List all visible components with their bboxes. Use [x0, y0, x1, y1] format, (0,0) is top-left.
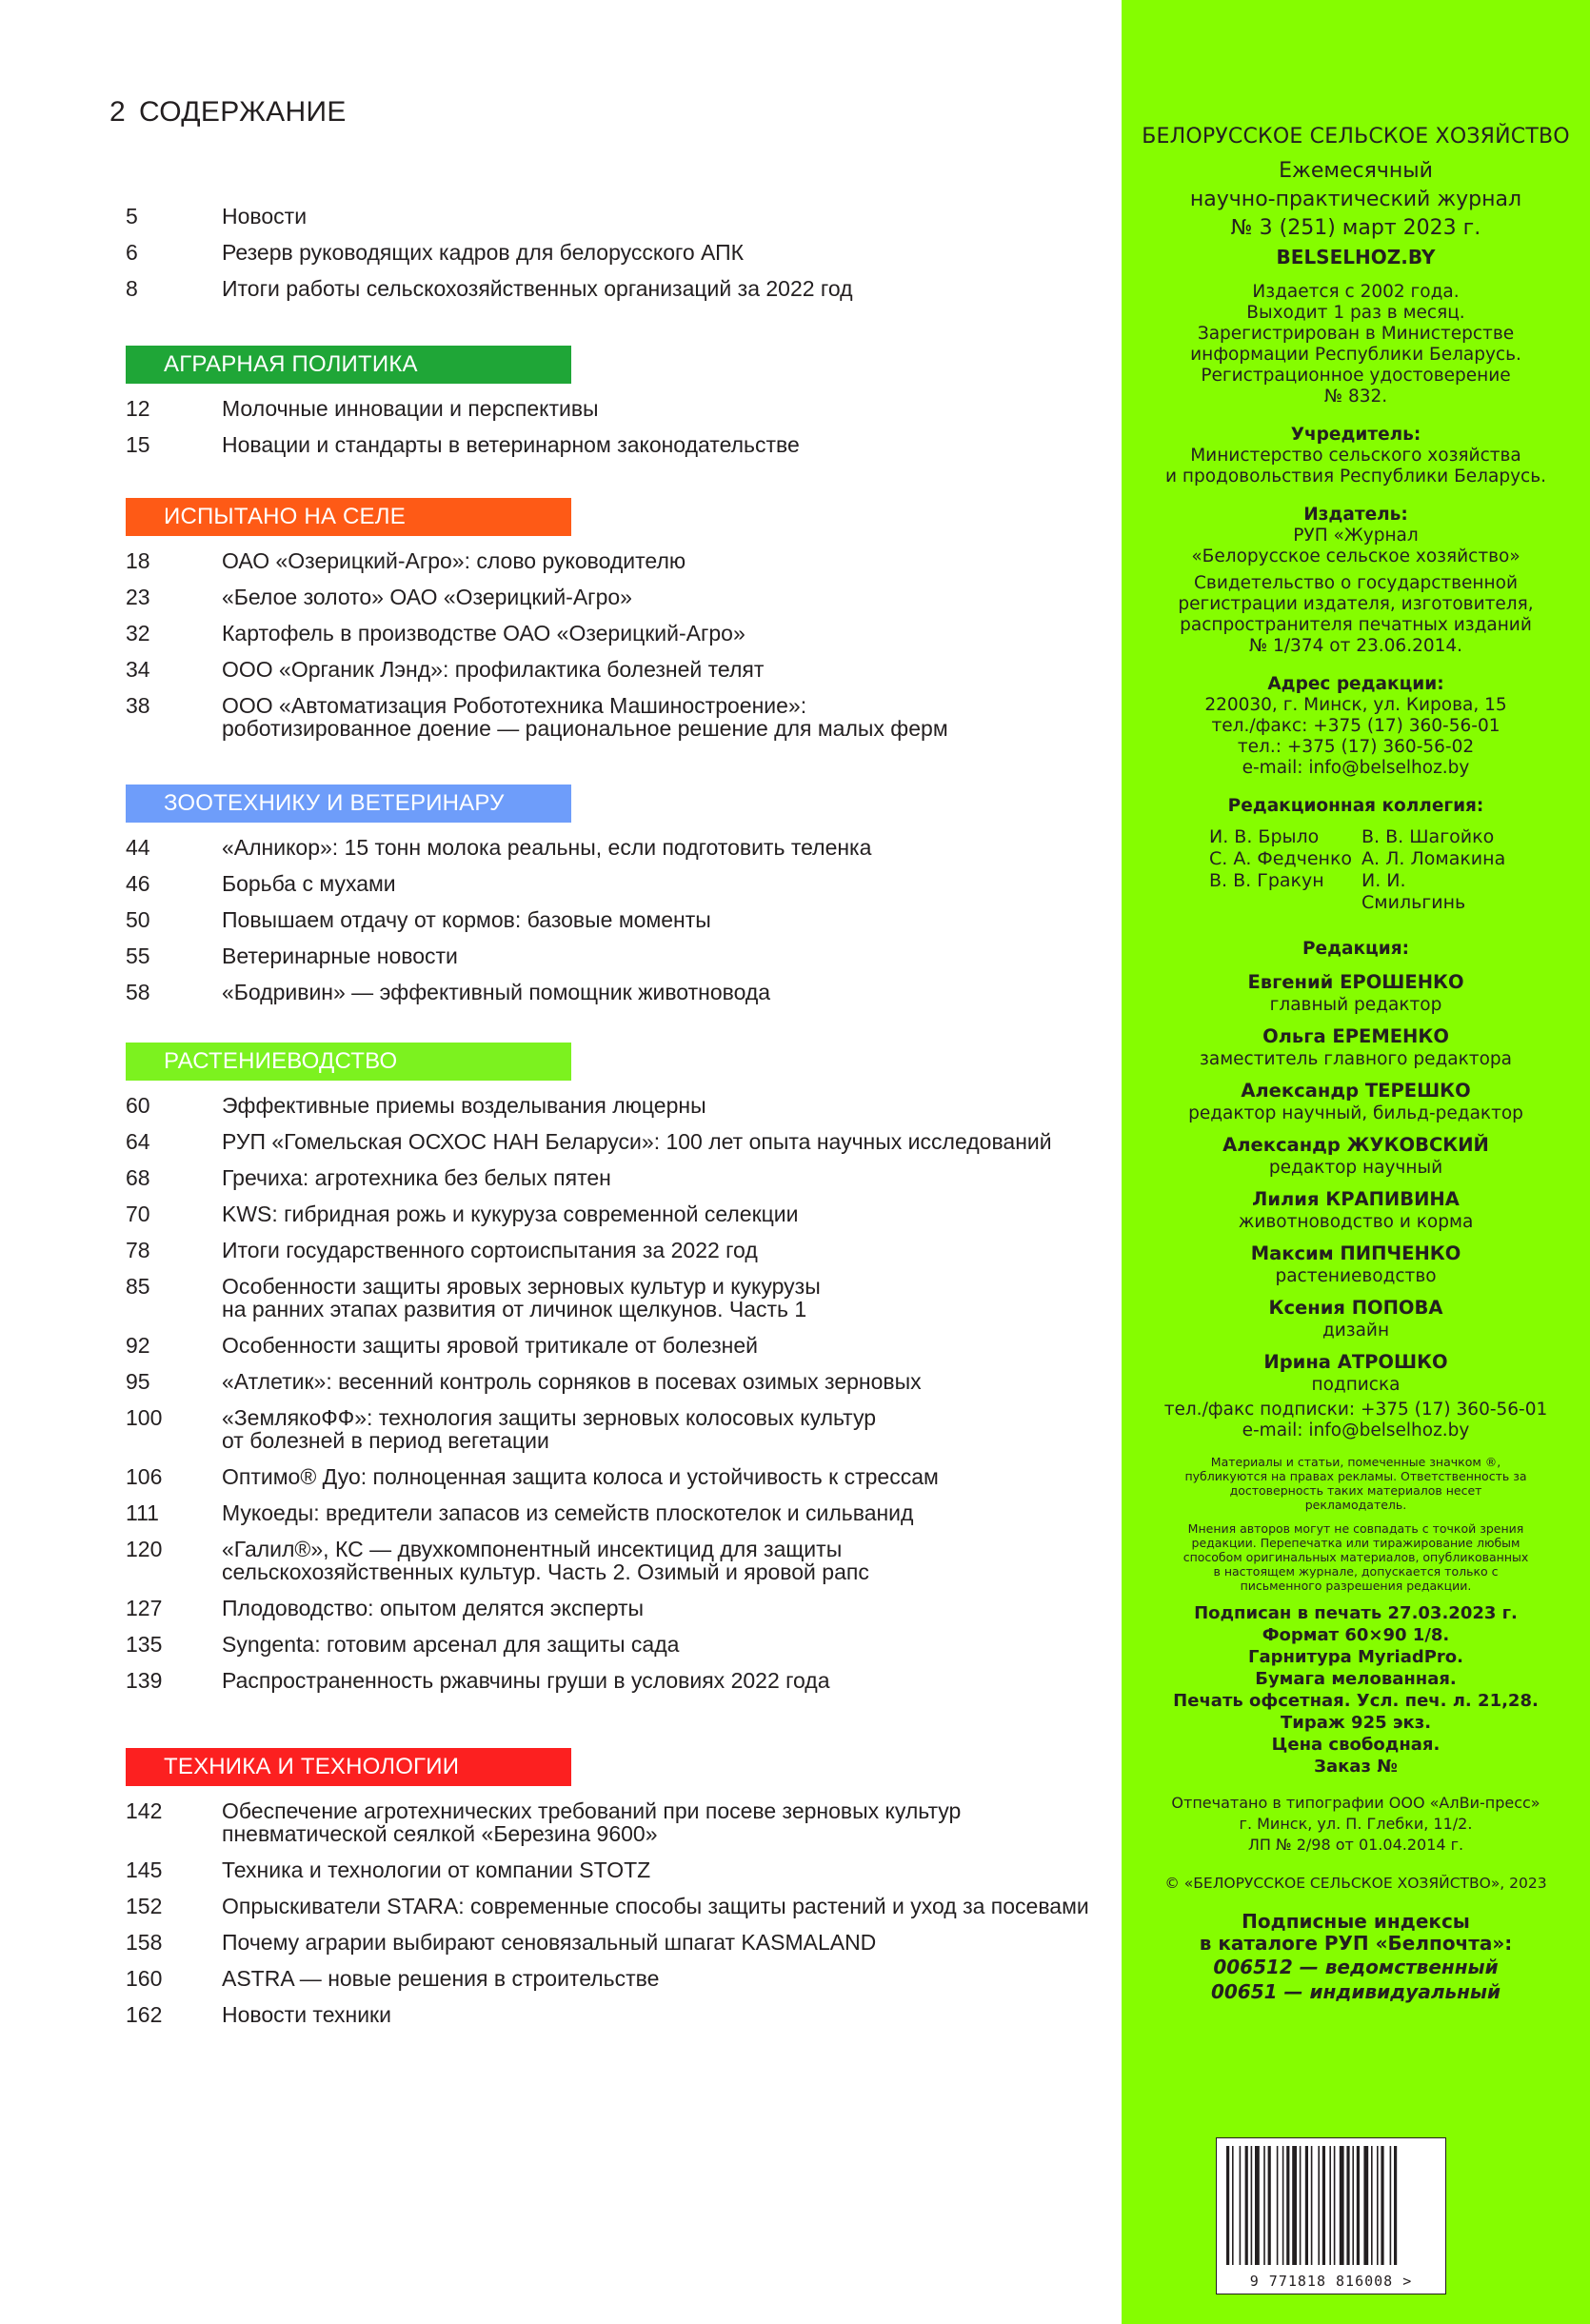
- toc-entry-title-line: «Галил®», КС — двухкомпонентный инсектицид для защиты: [222, 1537, 843, 1561]
- print-info-line: Заказ №: [1314, 1757, 1398, 1777]
- toc-entry-title: [222, 397, 1106, 420]
- toc-page-number: 32: [126, 621, 150, 646]
- certificate-line: Свидетельство о государственной: [1194, 573, 1518, 593]
- journal-subtitle-2: научно-практический журнал: [1189, 188, 1522, 211]
- toc-entry[interactable]: [126, 981, 1106, 1003]
- toc-section-machinery: [126, 1748, 1106, 2039]
- toc-entry[interactable]: [126, 622, 1106, 645]
- section-header-bar: АГРАРНАЯ ПОЛИТИКА: [126, 346, 571, 384]
- toc-entry[interactable]: [126, 1275, 1106, 1321]
- toc-page-number: 127: [126, 1596, 163, 1620]
- opinion-note: Мнения авторов могут не совпадать с точкой зрения редакции. Перепечатка или тиражирование любым способом оригинальных материалов, опубликованных в настоящем журнале, допускается только с письменного разрешения редакции.: [1183, 1521, 1529, 1593]
- about-line: информации Республики Беларусь.: [1190, 345, 1521, 365]
- printed-by: [1122, 1793, 1590, 1856]
- toc-section-zootechnics: [126, 785, 1106, 1017]
- toc-entry-title-line: Итоги государственного сортоиспытания за 2022 год: [222, 1238, 758, 1262]
- toc-entry[interactable]: [126, 944, 1106, 967]
- editorial-staff: [1122, 969, 1590, 1396]
- toc-page-number: 139: [126, 1668, 163, 1693]
- about-line: Зарегистрирован в Министерстве: [1197, 324, 1515, 344]
- toc-entry-title: [222, 277, 1106, 300]
- editorial-board: [1122, 826, 1590, 914]
- toc-entry-title: [222, 944, 1106, 967]
- toc-entry-title: [222, 622, 1106, 645]
- index-heading-line: в каталоге РУП «Белпочта»:: [1199, 1932, 1513, 1955]
- toc-entry-title-line: Новости техники: [222, 2002, 391, 2027]
- founder-block: [1122, 446, 1590, 487]
- toc-entry-title: [222, 836, 1106, 859]
- toc-page-number: 158: [126, 1930, 163, 1955]
- toc-page-number: 34: [126, 657, 150, 682]
- toc-entry[interactable]: [126, 1406, 1106, 1452]
- staff-role: дизайн: [1322, 1321, 1390, 1341]
- print-info-line: Бумага мелованная.: [1255, 1669, 1457, 1689]
- toc-entry[interactable]: [126, 277, 1106, 300]
- subscription-line: e-mail: info@belselhoz.by: [1242, 1420, 1470, 1440]
- toc-entry-title: [222, 1669, 1106, 1692]
- staff-name: Евгений ЕРОШЕНКО: [1247, 971, 1464, 993]
- toc-page-number: 70: [126, 1202, 150, 1226]
- toc-entry-title: [222, 433, 1106, 456]
- toc-page-number: 44: [126, 835, 150, 860]
- toc-entry[interactable]: [126, 1130, 1106, 1153]
- toc-entry[interactable]: [126, 908, 1106, 931]
- toc-entry-title: [222, 1858, 1106, 1881]
- page-title: СОДЕРЖАНИЕ: [139, 96, 347, 128]
- staff-name: Александр ТЕРЕШКО: [1241, 1080, 1471, 1102]
- toc-entry[interactable]: [126, 1538, 1106, 1583]
- toc-entry-title: [222, 658, 1106, 681]
- toc-page-number: 38: [126, 693, 150, 718]
- website-link[interactable]: BELSELHOZ.BY: [1276, 246, 1436, 268]
- certificate-line: № 1/374 от 23.06.2014.: [1248, 636, 1463, 656]
- toc-entry[interactable]: [126, 241, 1106, 264]
- toc-entry[interactable]: [126, 549, 1106, 572]
- about-line: Регистрационное удостоверение: [1201, 366, 1511, 386]
- toc-page-number: 142: [126, 1798, 163, 1823]
- toc-entry-title: [222, 1465, 1106, 1488]
- toc-page-number: 5: [126, 204, 138, 228]
- publisher-block: [1122, 526, 1590, 567]
- print-info-line: Формат 60×90 1/8.: [1262, 1625, 1450, 1645]
- toc-entry-title: [222, 586, 1106, 608]
- toc-page-number: 18: [126, 548, 150, 573]
- toc-page-number: 100: [126, 1405, 163, 1430]
- staff-name: Александр ЖУКОВСКИЙ: [1222, 1134, 1489, 1156]
- about-line: Выходит 1 раз в месяц.: [1246, 303, 1465, 323]
- toc-page-number: 15: [126, 432, 150, 457]
- toc-entry-title: [222, 1202, 1106, 1225]
- toc-entry-title: [222, 1633, 1106, 1656]
- toc-entry-title-line: KWS: гибридная рожь и кукуруза современной селекции: [222, 1202, 799, 1226]
- toc-entry[interactable]: [126, 2003, 1106, 2026]
- founder-heading: Учредитель:: [1290, 425, 1421, 445]
- printed-by-line: ЛП № 2/98 от 01.04.2014 г.: [1247, 1836, 1464, 1854]
- journal-title: БЕЛОРУССКОЕ СЕЛЬСКОЕ ХОЗЯЙСТВО: [1142, 125, 1570, 149]
- index-line: 00651 — индивидуальный: [1210, 1980, 1501, 2003]
- toc-page-number: 92: [126, 1333, 150, 1358]
- toc-page-number: 50: [126, 907, 150, 932]
- imprint-sidebar: [1122, 0, 1590, 2324]
- toc-entry-title-line: Особенности защиты яровых зерновых культур и кукурузы: [222, 1274, 821, 1299]
- toc-entry-title-line: Новости: [222, 204, 308, 228]
- toc-entry-title-line: Обеспечение агротехнических требований при посеве зерновых культур: [222, 1798, 962, 1823]
- barcode-image: [1216, 2137, 1446, 2294]
- publisher-line: РУП «Журнал: [1293, 526, 1419, 546]
- print-info-line: Печать офсетная. Усл. печ. л. 21,28.: [1173, 1691, 1539, 1711]
- about-block: [1122, 282, 1590, 407]
- toc-entry-title-line: Syngenta: готовим арсенал для защиты сада: [222, 1632, 680, 1657]
- toc-entry-title: [222, 1538, 1106, 1583]
- advertising-note: Материалы и статьи, помеченные значком ®, публикуются на правах рекламы. Ответственность за достоверность таких материалов несет рекламодатель.: [1184, 1455, 1527, 1512]
- subscription-contacts: [1122, 1400, 1590, 1441]
- toc-page-number: 145: [126, 1857, 163, 1882]
- toc-entry-title: [222, 1239, 1106, 1261]
- toc-page-number: 111: [126, 1500, 159, 1525]
- print-info-line: Гарнитура MyriadPro.: [1247, 1647, 1463, 1667]
- staff-name: Ксения ПОПОВА: [1268, 1297, 1443, 1319]
- section-header-bar: ТЕХНИКА И ТЕХНОЛОГИИ: [126, 1748, 571, 1786]
- toc-entry[interactable]: [126, 586, 1106, 608]
- toc-entry[interactable]: [126, 205, 1106, 228]
- print-info-line: Тираж 925 экз.: [1280, 1713, 1432, 1733]
- board-heading: Редакционная коллегия:: [1227, 796, 1484, 816]
- address-line: e-mail: info@belselhoz.by: [1242, 758, 1470, 778]
- toc-entry-title-line: Техника и технологии от компании STOTZ: [222, 1857, 651, 1882]
- board-member: А. Л. Ломакина: [1361, 848, 1506, 869]
- toc-page-number: 58: [126, 980, 150, 1004]
- toc-entry-title-line: Картофель в производстве ОАО «Озерицкий-Агро»: [222, 621, 745, 646]
- print-info-line: Подписан в печать 27.03.2023 г.: [1194, 1603, 1518, 1623]
- toc-entry-title: [222, 2003, 1106, 2026]
- journal-issue: № 3 (251) март 2023 г.: [1230, 216, 1481, 240]
- toc-page-number: 68: [126, 1165, 150, 1190]
- toc-entry-title: [222, 981, 1106, 1003]
- toc-entry[interactable]: [126, 1799, 1106, 1845]
- address-heading: Адрес редакции:: [1267, 674, 1444, 694]
- toc-entry[interactable]: [126, 658, 1106, 681]
- address-block: [1122, 695, 1590, 779]
- toc-entry-title-line: Почему аграрии выбирают сеновязальный шпагат KASMALAND: [222, 1930, 877, 1955]
- address-line: тел./факс: +375 (17) 360-56-01: [1211, 716, 1501, 736]
- toc-section-agrarian-policy: [126, 346, 1106, 469]
- toc-entry[interactable]: [126, 1858, 1106, 1881]
- board-member: В. В. Шагойко: [1361, 826, 1495, 847]
- toc-entry[interactable]: [126, 1166, 1106, 1189]
- toc-page-number: 64: [126, 1129, 150, 1154]
- staff-role: главный редактор: [1269, 995, 1442, 1015]
- toc-entry-title: [222, 1967, 1106, 1990]
- printed-by-line: г. Минск, ул. П. Глебки, 11/2.: [1239, 1815, 1473, 1833]
- toc-entry-title-line: РУП «Гомельская ОСХОС НАН Беларуси»: 100 лет опыта научных исследований: [222, 1129, 1052, 1154]
- toc-entry-title-line: пневматической сеялкой «Березина 9600»: [222, 1821, 658, 1846]
- toc-entry-title-line: «Атлетик»: весенний контроль сорняков в посевах озимых зерновых: [222, 1369, 922, 1394]
- board-member: В. В. Гракун: [1209, 870, 1324, 891]
- staff-role: редактор научный: [1268, 1158, 1443, 1178]
- toc-page-number: 6: [126, 240, 138, 265]
- toc-page-number: 46: [126, 871, 150, 896]
- toc-entry[interactable]: [126, 1465, 1106, 1488]
- toc-page-number: 120: [126, 1537, 163, 1561]
- toc-entry-title-line: Особенности защиты яровой тритикале от болезней: [222, 1333, 758, 1358]
- toc-entry-title-line: ООО «Автоматизация Робототехника Машиностроение»:: [222, 693, 807, 718]
- certificate-block: [1122, 573, 1590, 657]
- toc-entry-title: [222, 1501, 1106, 1524]
- toc-entry[interactable]: [126, 1334, 1106, 1357]
- toc-entry-title-line: «ЗемлякоФФ»: технология защиты зерновых колосовых культур: [222, 1405, 877, 1430]
- section-header-bar: РАСТЕНИЕВОДСТВО: [126, 1043, 571, 1081]
- toc-entry-title-line: Оптимо® Дуо: полноценная защита колоса и устойчивость к стрессам: [222, 1464, 939, 1489]
- index-heading: [1122, 1911, 1590, 1955]
- toc-entry-title-line: «Белое золото» ОАО «Озерицкий-Агро»: [222, 585, 632, 609]
- toc-entry-title-line: от болезней в период вегетации: [222, 1428, 549, 1453]
- index-line: 006512 — ведомственный: [1213, 1956, 1499, 1978]
- toc-entry[interactable]: [126, 1967, 1106, 1990]
- toc-entry-title-line: сельскохозяйственных культур. Часть 2. Озимый и яровой рапс: [222, 1559, 869, 1584]
- address-line: тел.: +375 (17) 360-56-02: [1237, 737, 1475, 757]
- toc-page-number: 85: [126, 1274, 150, 1299]
- toc-entry-title: [222, 908, 1106, 931]
- toc-page-number: 135: [126, 1632, 163, 1657]
- certificate-line: распространителя печатных изданий: [1180, 615, 1532, 635]
- founder-line: и продовольствия Республики Беларусь.: [1165, 467, 1546, 487]
- toc-entry-title-line: «Алникор»: 15 тонн молока реальны, если подготовить теленка: [222, 835, 872, 860]
- print-info: [1122, 1602, 1590, 1778]
- toc-page-number: 23: [126, 585, 150, 609]
- toc-entry[interactable]: [126, 1633, 1106, 1656]
- index-heading-line: Подписные индексы: [1242, 1910, 1470, 1933]
- toc-entry-title: [222, 1130, 1106, 1153]
- board-member: И. И. Смильгинь: [1361, 870, 1466, 913]
- subscription-line: тел./факс подписки: +375 (17) 360-56-01: [1163, 1400, 1548, 1420]
- toc-entry[interactable]: [126, 1931, 1106, 1954]
- toc-entry-title: [222, 1334, 1106, 1357]
- toc-entry-title: [222, 1931, 1106, 1954]
- toc-entry[interactable]: [126, 1669, 1106, 1692]
- toc-intro: [126, 205, 1106, 313]
- toc-entry[interactable]: [126, 1239, 1106, 1261]
- toc-entry-title-line: Борьба с мухами: [222, 871, 396, 896]
- staff-role: заместитель главного редактора: [1200, 1049, 1512, 1069]
- toc-entry-title: [222, 1597, 1106, 1619]
- staff-role: редактор научный, бильд-редактор: [1188, 1103, 1523, 1123]
- toc-entry-title-line: Новации и стандарты в ветеринарном законодательстве: [222, 432, 800, 457]
- toc-page-number: 60: [126, 1093, 150, 1118]
- toc-entry-title: [222, 205, 1106, 228]
- toc-section-plant-growing: [126, 1043, 1106, 1705]
- page-number: 2: [109, 96, 126, 128]
- staff-role: подписка: [1311, 1375, 1401, 1395]
- toc-entry-title-line: Мукоеды: вредители запасов из семейств плоскотелок и сильванид: [222, 1500, 914, 1525]
- section-header-bar: ИСПЫТАНО НА СЕЛЕ: [126, 498, 571, 536]
- staff-name: Максим ПИПЧЕНКО: [1250, 1242, 1461, 1264]
- toc-entry-title: [222, 241, 1106, 264]
- toc-page-number: 55: [126, 944, 150, 968]
- board-member: С. А. Федченко: [1209, 848, 1353, 869]
- toc-entry-title-line: ASTRA — новые решения в строительстве: [222, 1966, 660, 1991]
- journal-subtitle-1: Ежемесячный: [1279, 159, 1433, 183]
- copyright: © «БЕЛОРУССКОЕ СЕЛЬСКОЕ ХОЗЯЙСТВО», 2023: [1164, 1875, 1547, 1892]
- toc-entry-title: [222, 1275, 1106, 1321]
- toc-entry[interactable]: [126, 397, 1106, 420]
- toc-entry[interactable]: [126, 836, 1106, 859]
- staff-heading: Редакция:: [1302, 939, 1410, 959]
- board-member: И. В. Брыло: [1209, 826, 1320, 847]
- toc-entry-title-line: Молочные инновации и перспективы: [222, 396, 599, 421]
- toc-entry[interactable]: [126, 433, 1106, 456]
- toc-entry[interactable]: [126, 1202, 1106, 1225]
- toc-entry-title: [222, 1799, 1106, 1845]
- toc-entry-title-line: Итоги работы сельскохозяйственных организаций за 2022 год: [222, 276, 853, 301]
- toc-entry-title-line: на ранних этапах развития от личинок щелкунов. Часть 1: [222, 1297, 807, 1321]
- toc-entry-title-line: Распространенность ржавчины груши в условиях 2022 года: [222, 1668, 830, 1693]
- publisher-heading: Издатель:: [1303, 505, 1408, 525]
- toc-entry-title: [222, 549, 1106, 572]
- section-header-bar: ЗООТЕХНИКУ И ВЕТЕРИНАРУ: [126, 785, 571, 823]
- barcode-bars: [1226, 2146, 1436, 2265]
- toc-entry[interactable]: [126, 1501, 1106, 1524]
- toc-entry-title-line: ОАО «Озерицкий-Агро»: слово руководителю: [222, 548, 686, 573]
- toc-entry-title-line: ООО «Органик Лэнд»: профилактика болезней телят: [222, 657, 765, 682]
- staff-role: животноводство и корма: [1238, 1212, 1474, 1232]
- toc-entry-title-line: Гречиха: агротехника без белых пятен: [222, 1165, 611, 1190]
- toc-entry-title-line: Эффективные приемы возделывания люцерны: [222, 1093, 706, 1118]
- staff-name: Ольга ЕРЕМЕНКО: [1262, 1025, 1449, 1047]
- toc-entry-title: [222, 1895, 1106, 1917]
- address-line: 220030, г. Минск, ул. Кирова, 15: [1204, 695, 1507, 715]
- toc-entry-title: [222, 1370, 1106, 1393]
- toc-page-number: 106: [126, 1464, 163, 1489]
- toc-entry-title-line: Ветеринарные новости: [222, 944, 458, 968]
- toc-entry-title: [222, 872, 1106, 895]
- subscription-indexes: [1122, 1955, 1590, 2004]
- toc-entry-title: [222, 1406, 1106, 1452]
- toc-entry[interactable]: [126, 1597, 1106, 1619]
- publisher-line: «Белорусское сельское хозяйство»: [1191, 546, 1520, 566]
- toc-page-number: 8: [126, 276, 138, 301]
- certificate-line: регистрации издателя, изготовителя,: [1178, 594, 1534, 614]
- toc-entry[interactable]: [126, 1370, 1106, 1393]
- about-line: № 832.: [1323, 387, 1388, 407]
- toc-entry[interactable]: [126, 1895, 1106, 1917]
- staff-name: Лилия КРАПИВИНА: [1252, 1188, 1460, 1210]
- toc-page-number: 152: [126, 1894, 163, 1918]
- toc-entry-title-line: Повышаем отдачу от кормов: базовые моменты: [222, 907, 711, 932]
- staff-role: растениеводство: [1275, 1266, 1437, 1286]
- toc-page-number: 78: [126, 1238, 150, 1262]
- toc-page-number: 162: [126, 2002, 163, 2027]
- toc-entry-title: [222, 1094, 1106, 1117]
- toc-entry[interactable]: [126, 872, 1106, 895]
- print-info-line: Цена свободная.: [1271, 1735, 1441, 1755]
- barcode-digits: 9 771818 816008 >: [1249, 2273, 1413, 2290]
- toc-entry-title: [222, 1166, 1106, 1189]
- toc-entry-title-line: Резерв руководящих кадров для белорусского АПК: [222, 240, 745, 265]
- printed-by-line: Отпечатано в типографии ООО «АлВи-пресс»: [1171, 1794, 1540, 1812]
- toc-entry-title-line: роботизированное доение — рациональное решение для малых ферм: [222, 716, 948, 741]
- toc-entry-title: [222, 694, 1106, 740]
- toc-page-number: 12: [126, 396, 150, 421]
- toc-page-number: 160: [126, 1966, 163, 1991]
- about-line: Издается с 2002 года.: [1252, 282, 1460, 302]
- toc-section-tested-in-village: [126, 498, 1106, 753]
- founder-line: Министерство сельского хозяйства: [1190, 446, 1521, 466]
- toc-entry-title-line: Опрыскиватели STARA: современные способы защиты растений и уход за посевами: [222, 1894, 1089, 1918]
- toc-entry[interactable]: [126, 694, 1106, 740]
- page-header: [109, 96, 347, 129]
- toc-entry-title-line: «Бодривин» — эффективный помощник животновода: [222, 980, 771, 1004]
- toc-entry[interactable]: [126, 1094, 1106, 1117]
- toc-page-number: 95: [126, 1369, 150, 1394]
- staff-name: Ирина АТРОШКО: [1263, 1351, 1448, 1373]
- toc-entry-title-line: Плодоводство: опытом делятся эксперты: [222, 1596, 645, 1620]
